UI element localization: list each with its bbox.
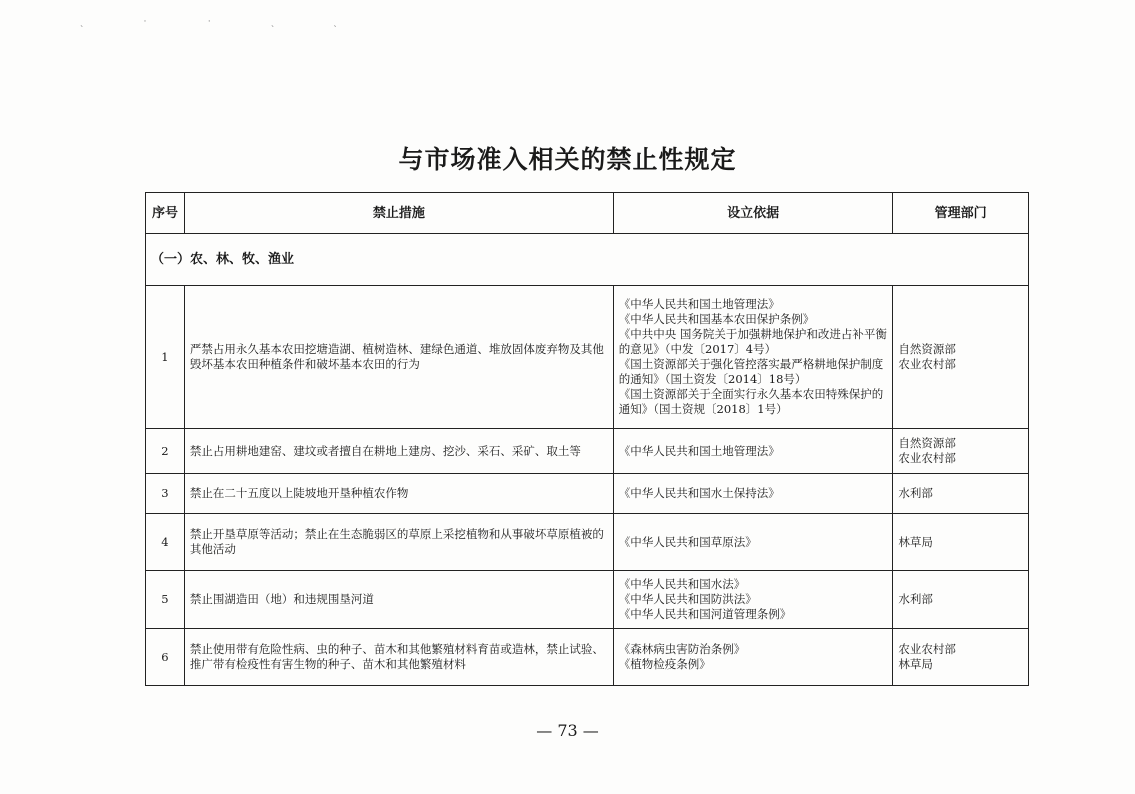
dept-item: 林草局 bbox=[898, 534, 933, 549]
dept-item: 自然资源部 bbox=[898, 342, 956, 356]
table-row bbox=[146, 429, 1029, 474]
basis-item: 《中华人民共和国河道管理条例》 bbox=[618, 607, 792, 621]
legal-basis bbox=[613, 571, 893, 629]
basis-item: 《中华人民共和国水法》 bbox=[618, 577, 746, 591]
row-number: 3 bbox=[146, 474, 185, 514]
dept-item: 林草局 bbox=[898, 657, 933, 671]
table-row bbox=[146, 571, 1029, 629]
prohibition-measure: 禁止占用耕地建窑、建坟或者擅自在耕地上建房、挖沙、采石、采矿、取土等 bbox=[184, 429, 613, 474]
page-number: — 73 — bbox=[536, 721, 599, 740]
table-row bbox=[146, 474, 1029, 514]
prohibition-measure: 禁止开垦草原等活动；禁止在生态脆弱区的草原上采挖植物和从事破坏草原植被的其他活动 bbox=[184, 514, 613, 571]
basis-item: 《国土资源部关于强化管控落实最严格耕地保护制度的通知》（国土资发〔2014〕18号） bbox=[618, 357, 884, 386]
basis-item: 《中华人民共和国基本农田保护条例》 bbox=[618, 312, 815, 326]
legal-basis bbox=[613, 629, 893, 686]
dept-item: 农业农村部 bbox=[898, 451, 956, 465]
prohibition-measure: 禁止围湖造田（地）和违规围垦河道 bbox=[184, 571, 613, 629]
basis-item: 《中华人民共和国土地管理法》 bbox=[618, 443, 780, 458]
basis-item: 《国土资源部关于全面实行永久基本农田特殊保护的通知》（国土资规〔2018〕1号） bbox=[618, 387, 884, 416]
basis-item: 《植物检疫条例》 bbox=[618, 657, 711, 671]
legal-basis bbox=[613, 429, 893, 474]
table-header-row bbox=[146, 193, 1029, 234]
row-number: 5 bbox=[146, 571, 185, 629]
dept-item: 水利部 bbox=[898, 486, 933, 500]
section-title: （一）农、林、牧、渔业 bbox=[146, 234, 1029, 286]
basis-item: 《中华人民共和国土地管理法》 bbox=[618, 297, 780, 311]
legal-basis bbox=[613, 474, 893, 514]
dept-item: 水利部 bbox=[898, 592, 933, 606]
row-number: 4 bbox=[146, 514, 185, 571]
scan-artifacts: ˴ ˙ ˙ ˴ ˴ bbox=[80, 20, 365, 31]
dept-item: 自然资源部 bbox=[898, 436, 956, 450]
table-row bbox=[146, 286, 1029, 429]
basis-item: 《森林病虫害防治条例》 bbox=[618, 642, 746, 656]
managing-department bbox=[893, 514, 1029, 571]
header-measure: 禁止措施 bbox=[184, 193, 613, 234]
prohibition-measure: 禁止使用带有危险性病、虫的种子、苗木和其他繁殖材料育苗或造林，禁止试验、推广带有检疫性有害生物的种子、苗木和其他繁殖材料 bbox=[184, 629, 613, 686]
table-row bbox=[146, 514, 1029, 571]
row-number: 1 bbox=[146, 286, 185, 429]
prohibition-measure: 严禁占用永久基本农田挖塘造湖、植树造林、建绿色通道、堆放固体废弃物及其他毁坏基本农田种植条件和破坏基本农田的行为 bbox=[184, 286, 613, 429]
prohibition-measure: 禁止在二十五度以上陡坡地开垦种植农作物 bbox=[184, 474, 613, 514]
basis-item: 《中华人民共和国防洪法》 bbox=[618, 592, 757, 606]
legal-basis bbox=[613, 514, 893, 571]
basis-item: 《中华人民共和国草原法》 bbox=[618, 534, 757, 549]
header-dept: 管理部门 bbox=[893, 193, 1029, 234]
dept-item: 农业农村部 bbox=[898, 357, 956, 371]
row-number: 6 bbox=[146, 629, 185, 686]
table-row bbox=[146, 629, 1029, 686]
prohibition-table bbox=[145, 192, 1029, 686]
basis-item: 《中华人民共和国水土保持法》 bbox=[618, 486, 780, 500]
managing-department bbox=[893, 429, 1029, 474]
managing-department bbox=[893, 286, 1029, 429]
dept-item: 农业农村部 bbox=[898, 642, 956, 656]
basis-item: 《中共中央 国务院关于加强耕地保护和改进占补平衡的意见》（中发〔2017〕4号） bbox=[618, 327, 887, 356]
legal-basis bbox=[613, 286, 893, 429]
managing-department bbox=[893, 571, 1029, 629]
document-title: 与市场准入相关的禁止性规定 bbox=[398, 145, 737, 174]
managing-department bbox=[893, 474, 1029, 514]
header-no: 序号 bbox=[146, 193, 185, 234]
header-basis: 设立依据 bbox=[613, 193, 893, 234]
managing-department bbox=[893, 629, 1029, 686]
section-row bbox=[146, 234, 1029, 286]
row-number: 2 bbox=[146, 429, 185, 474]
